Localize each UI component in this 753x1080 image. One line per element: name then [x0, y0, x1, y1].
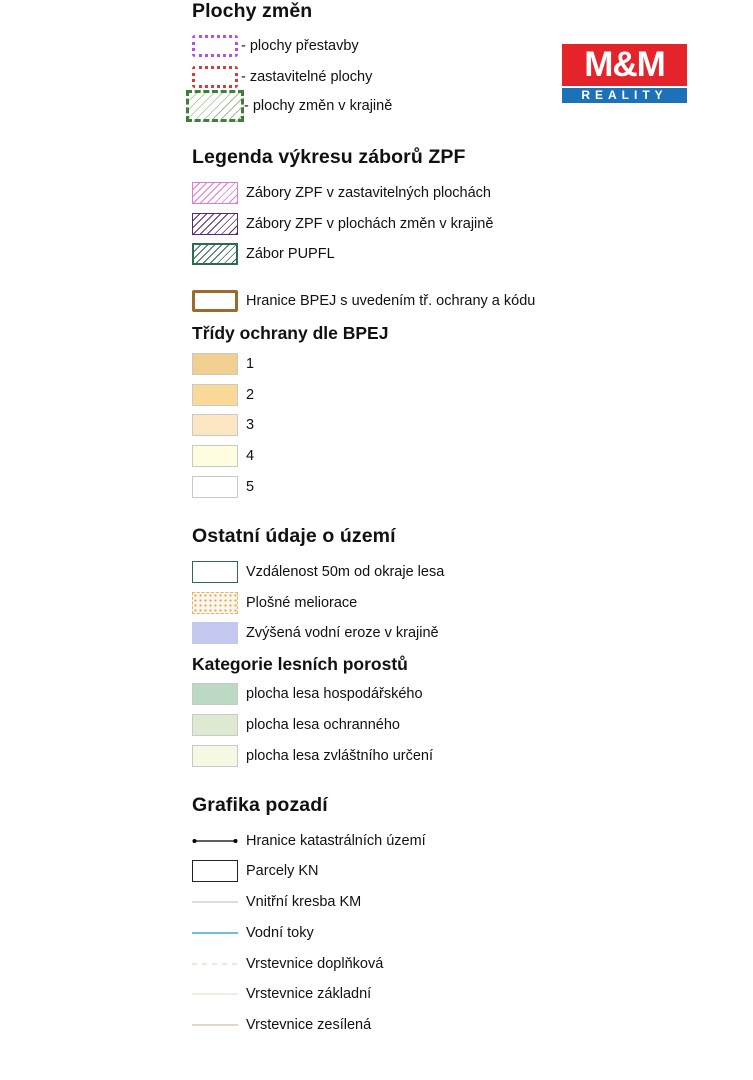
section-title-plochy-zmen: Plochy změn	[192, 0, 313, 22]
contour-basic-line-symbol	[192, 983, 238, 1005]
legend-label: plocha lesa ochranného	[246, 717, 400, 733]
legend-item-les-zvlastni	[192, 745, 433, 767]
legend-item-vzdalenost-50m	[192, 561, 444, 583]
legend-label: Hranice katastrálních území	[246, 833, 426, 849]
mm-reality-logo	[562, 44, 687, 103]
dashed-hatched-green-swatch	[186, 90, 244, 122]
green-outline-swatch	[192, 561, 238, 583]
legend-label: plocha lesa hospodářského	[246, 686, 423, 702]
section-title-tridy-ochrany: Třídy ochrany dle BPEJ	[192, 323, 389, 343]
legend-item-plochy-zmen-v-krajine	[192, 95, 392, 117]
parcel-outline-swatch	[192, 860, 238, 882]
legend-item-vnitrni-kresba	[192, 891, 361, 913]
hatched-purple-swatch	[192, 213, 238, 235]
legend-item-zabory-zmeny-krajina	[192, 213, 493, 235]
legend-item-vodni-eroze	[192, 622, 439, 644]
legend-label: Vodní toky	[246, 925, 314, 941]
legend-item-trida-2	[192, 384, 254, 406]
logo-wordmark: REALITY	[562, 88, 687, 103]
contour-reinforced-line-symbol	[192, 1014, 238, 1036]
inner-drawing-line-symbol	[192, 891, 238, 913]
legend-label: - plochy přestavby	[241, 38, 359, 54]
class-2-swatch	[192, 384, 238, 406]
legend-item-zastavitelne-plochy	[192, 66, 372, 88]
legend-item-zabory-zastavitelne	[192, 182, 491, 204]
legend-label: Vzdálenost 50m od okraje lesa	[246, 564, 445, 580]
brown-outline-swatch	[192, 290, 238, 312]
legend-item-plosne-meliorace	[192, 592, 357, 614]
legend-label: 1	[246, 356, 255, 372]
legend-label: Zábor PUPFL	[246, 246, 335, 262]
water-stream-line-symbol	[192, 922, 238, 944]
forest-special-swatch	[192, 745, 238, 767]
legend-label: Zvýšená vodní eroze v krajině	[246, 625, 439, 641]
legend-label: Vrstevnice zesílená	[246, 1017, 372, 1033]
class-1-swatch	[192, 353, 238, 375]
legend-item-hranice-ku	[192, 830, 426, 852]
legend-label: 5	[246, 479, 255, 495]
legend-label: 4	[246, 448, 255, 464]
legend-label: Zábory ZPF v plochách změn v krajině	[246, 216, 494, 232]
boundary-line-symbol	[192, 830, 238, 852]
forest-economic-swatch	[192, 683, 238, 705]
class-4-swatch	[192, 445, 238, 467]
legend-label: 3	[246, 417, 255, 433]
hatched-pink-swatch	[192, 182, 238, 204]
section-title-grafika-pozadi: Grafika pozadí	[192, 794, 328, 816]
legend-item-parcely-kn	[192, 860, 319, 882]
class-5-swatch	[192, 476, 238, 498]
legend-item-les-ochranny	[192, 714, 400, 736]
legend-item-vrstevnice-zakladni	[192, 983, 371, 1005]
legend-label: Plošné meliorace	[246, 595, 358, 611]
dotted-outline-red-swatch	[192, 66, 238, 88]
legend-item-trida-5	[192, 476, 254, 498]
class-3-swatch	[192, 414, 238, 436]
legend-label: Vrstevnice doplňková	[246, 956, 384, 972]
legend-label: Parcely KN	[246, 863, 319, 879]
legend-label: plocha lesa zvláštního určení	[246, 748, 433, 764]
hatched-green-swatch	[192, 243, 238, 265]
legend-item-plochy-prestavby	[192, 35, 359, 57]
legend-item-trida-4	[192, 445, 254, 467]
legend-item-les-hospodarsky	[192, 683, 423, 705]
legend-label: Vnitřní kresba KM	[246, 894, 362, 910]
erosion-swatch	[192, 622, 238, 644]
legend-item-vrstevnice-zesilena	[192, 1014, 371, 1036]
legend-item-trida-3	[192, 414, 254, 436]
section-title-ostatni-udaje: Ostatní údaje o území	[192, 525, 396, 547]
legend-label: Zábory ZPF v zastavitelných plochách	[246, 185, 491, 201]
legend-label: Hranice BPEJ s uvedením tř. ochrany a kódu	[246, 293, 536, 309]
legend-item-vodni-toky	[192, 922, 314, 944]
legend-item-hranice-bpej	[192, 290, 535, 312]
contour-supplementary-line-symbol	[192, 953, 238, 975]
legend-label: 2	[246, 387, 255, 403]
legend-item-vrstevnice-doplnkova	[192, 953, 383, 975]
legend-item-zabor-pupfl	[192, 243, 335, 265]
section-title-zabory-zpf: Legenda výkresu záborů ZPF	[192, 146, 466, 168]
legend-item-trida-1	[192, 353, 254, 375]
legend-label: - plochy změn v krajině	[244, 98, 393, 114]
section-title-kategorie-lesnich-porostu: Kategorie lesních porostů	[192, 654, 408, 674]
dotted-outline-purple-swatch	[192, 35, 238, 57]
legend-label: - zastavitelné plochy	[241, 69, 373, 85]
logo-mark: M&M	[562, 44, 687, 86]
forest-protective-swatch	[192, 714, 238, 736]
dotted-meliorace-swatch	[192, 592, 238, 614]
legend-label: Vrstevnice základní	[246, 986, 372, 1002]
